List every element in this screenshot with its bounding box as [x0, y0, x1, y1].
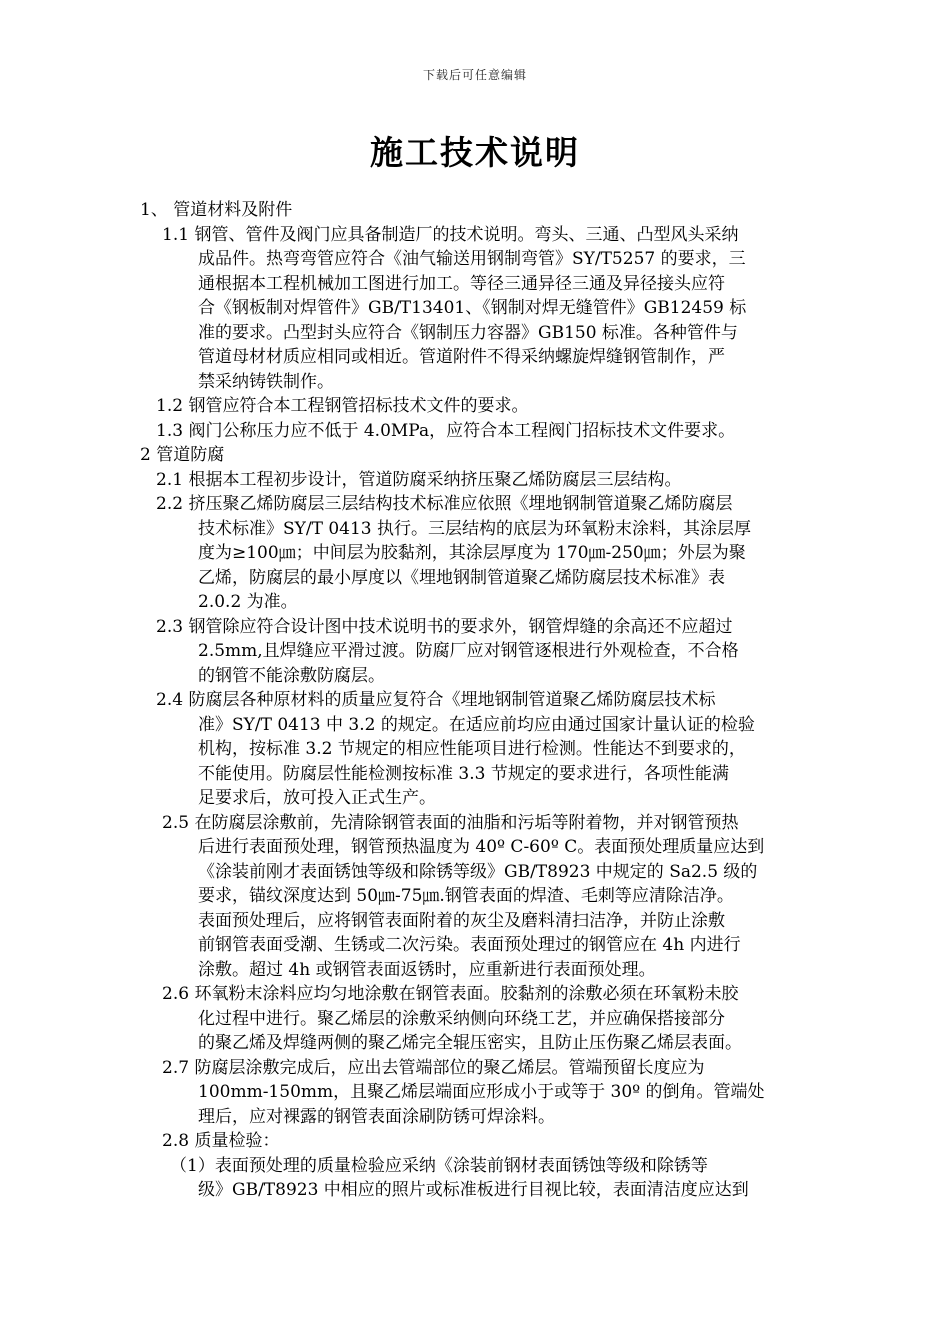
text-line: 的钢管不能涂敷防腐层。 [198, 665, 385, 686]
text-line: 2.8 质量检验： [162, 1131, 280, 1151]
text-line: 的聚乙烯及焊缝两侧的聚乙烯完全辊压密实，且防止压伤聚乙烯层表面。 [198, 1033, 742, 1053]
text-line: 技术标准》SY/T 0413 执行。三层结构的底层为环氧粉末涂料，其涂层厚 [198, 518, 752, 539]
text-line: 后进行表面预处理，钢管预热温度为 40º C-60º C。表面预处理质量应达到 [198, 837, 765, 857]
header-note: 下载后可任意编辑 [422, 68, 527, 82]
page-title: 施工技术说明 [370, 133, 580, 172]
text-line: 《涂装前刚才表面锈蚀等级和除锈等级》GB/T8923 中规定的 Sa2.5 级的 [198, 861, 758, 882]
text-line: 涂敷。超过 4h 或钢管表面返锈时，应重新进行表面预处理。 [198, 959, 656, 980]
text-line: 不能使用。防腐层性能检测按标准 3.3 节规定的要求进行，各项性能满 [198, 763, 729, 784]
text-line: 1.2 钢管应符合本工程钢管招标技术文件的要求。 [156, 396, 529, 416]
text-line: 2.3 钢管除应符合设计图中技术说明书的要求外，钢管焊缝的余高还不应超过 [156, 616, 733, 637]
text-line: 2 管道防腐 [140, 445, 225, 465]
text-line: 1.1 钢管、管件及阀门应具备制造厂的技术说明。弯头、三通、凸型风头采纳 [162, 224, 739, 245]
text-line: 前钢管表面受潮、生锈或二次污染。表面预处理过的钢管应在 4h 内进行 [198, 935, 741, 955]
text-line: 度为≥100㎛；中间层为胶黏剂，其涂层厚度为 170㎛-250㎛；外层为聚 [198, 543, 746, 563]
text-line: 1.3 阀门公称压力应不低于 4.0MPa，应符合本工程阀门招标技术文件要求。 [156, 420, 736, 441]
text-line: 2.1 根据本工程初步设计，管道防腐采纳挤压聚乙烯防腐层三层结构。 [156, 469, 682, 490]
text-line: 化过程中进行。聚乙烯层的涂敷采纳侧向环绕工艺，并应确保搭接部分 [198, 1008, 725, 1029]
text-line: 2.7 防腐层涂敷完成后，应出去管端部位的聚乙烯层。管端预留长度应为 [162, 1057, 705, 1078]
document-body [140, 198, 820, 1203]
text-line: 足要求后，放可投入正式生产。 [198, 788, 436, 808]
text-line: （1）表面预处理的质量检验应采纳《涂装前钢材表面锈蚀等级和除锈等 [170, 1155, 708, 1176]
text-line: 禁采纳铸铁制作。 [198, 371, 334, 392]
text-line: 2.5mm,且焊缝应平滑过渡。防腐厂应对钢管逐根进行外观检查，不合格 [198, 641, 739, 661]
text-line: 理后，应对裸露的钢管表面涂刷防锈可焊涂料。 [198, 1106, 555, 1127]
text-line: 准的要求。凸型封头应符合《钢制压力容器》GB150 标准。各种管件与 [198, 322, 738, 343]
text-line: 乙烯，防腐层的最小厚度以《埋地钢制管道聚乙烯防腐层技术标准》表 [198, 567, 725, 588]
text-line: 要求，锚纹深度达到 50㎛-75㎛.钢管表面的焊渣、毛刺等应清除洁净。 [198, 886, 734, 906]
text-line: 通根据本工程机械加工图进行加工。等径三通异径三通及异径接头应符 [198, 273, 725, 294]
text-line: 2.6 环氧粉末涂料应均匀地涂敷在钢管表面。胶黏剂的涂敷必须在环氧粉未胶 [162, 984, 739, 1004]
text-line: 2.0.2 为准。 [198, 592, 298, 612]
text-line: 2.5 在防腐层涂敷前，先清除钢管表面的油脂和污垢等附着物，并对钢管预热 [162, 812, 739, 833]
text-line: 100mm-150mm，且聚乙烯层端面应形成小于或等于 30º 的倒角。管端处 [198, 1082, 765, 1102]
text-line: 2.4 防腐层各种原材料的质量应复符合《埋地钢制管道聚乙烯防腐层技术标 [156, 690, 716, 710]
text-line: 表面预处理后，应将钢管表面附着的灰尘及磨料清扫洁净，并防止涂敷 [198, 910, 725, 931]
text-line: 机构，按标准 3.2 节规定的相应性能项目进行检测。性能达不到要求的， [198, 739, 746, 759]
text-line: 管道母材材质应相同或相近。管道附件不得采纳螺旋焊缝钢管制作，严 [198, 347, 725, 367]
text-line: 2.2 挤压聚乙烯防腐层三层结构技术标准应依照《埋地钢制管道聚乙烯防腐层 [156, 494, 733, 514]
text-line: 级》GB/T8923 中相应的照片或标准板进行目视比较，表面清洁度应达到 [198, 1180, 749, 1200]
text-line: 合《钢板制对焊管件》GB/T13401、《钢制对焊无缝管件》GB12459 标 [198, 298, 747, 318]
text-line: 成品件。热弯弯管应符合《油气输送用钢制弯管》SY/T5257 的要求，三 [198, 249, 746, 269]
text-line: 准》SY/T 0413 中 3.2 的规定。在适应前均应由通过国家计量认证的检验 [198, 714, 755, 735]
text-line: 1、 管道材料及附件 [140, 200, 293, 220]
